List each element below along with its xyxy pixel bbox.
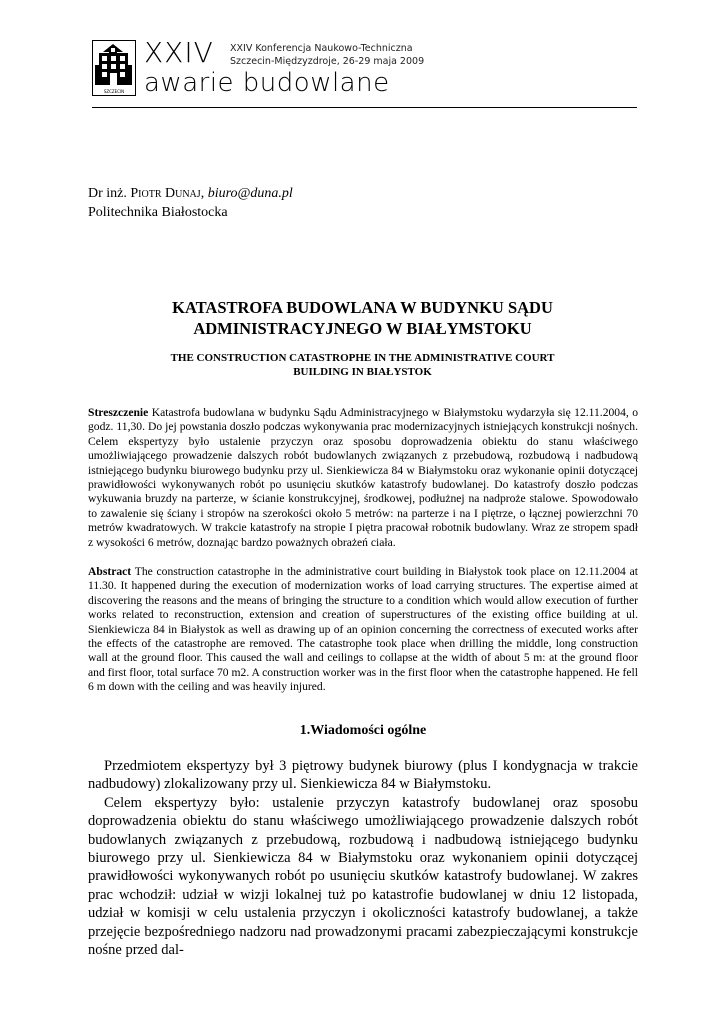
- conference-header: [92, 36, 637, 108]
- section-body: [88, 757, 638, 959]
- author-name: Piotr Dunaj: [130, 186, 201, 201]
- conference-place-date: Szczecin-Międzyzdroje, 26-29 maja 2009: [230, 56, 425, 67]
- conference-info: [230, 42, 424, 68]
- paper-title-english-line2: BUILDING IN BIAŁYSTOK: [293, 365, 432, 378]
- paper-title-english: [90, 352, 635, 379]
- paper-title-polish: [90, 297, 635, 339]
- summary-polish-text: Katastrofa budowlana w budynku Sądu Administracyjnego w Białymstoku wydarzyła się 12.11.2004, o godz. 11,30. Do jej powstania doszło podczas wykonywania prac modernizacyjnych istniejących konstrukcji nośnych. Celem ekspertyzy było ustalenie przyczyn oraz sposobu doprowadzenia obiektu do stanu właściwego umożliwiającego prowadzenie dalszych robót budowlanych związanych z przebudową, rozbudową i nadbudową istniejącego budynku biurowego budynku przy ul. Sienkiewicza 84 w Białymstoku oraz wykonanie opinii dotyczącej prawidłowości wykonywanych robót po usunięciu skutków katastrofy budowlanej. Do katastrofy doszło podczas wykuwania bruzdy na parterze, w ścianie konstrukcyjnej, środkowej, podłużnej na nadproże stalowe. Spowodowało to zawalenie się ściany i stropów na szerokości około 5 metrów: na parterze i na I piętrze, o łącznej powierzchni 70 metrów kwadratowych. W trakcie katastrofy na stropie I piętra pracował robotnik budowlany. Wraz ze stropem spadł z wysokości 6 metrów, doznając bardzo poważnych obrażeń ciała.: [88, 406, 638, 549]
- paper-title-english-line1: THE CONSTRUCTION CATASTROPHE IN THE ADMINISTRATIVE COURT: [170, 352, 555, 364]
- logo-caption: SZCZECIN: [103, 89, 125, 94]
- author-separator: ,: [200, 186, 208, 201]
- conference-name: XXIV Konferencja Naukowo-Techniczna: [230, 43, 413, 54]
- section-heading: 1.Wiadomości ogólne: [299, 723, 427, 738]
- author-degree: Dr inż.: [88, 186, 131, 201]
- conference-series-title: awarie budowlane: [144, 68, 390, 98]
- summary-english-text: The construction catastrophe in the administrative court building in Białystok took place on 12.11.2004 at 11.30. It happened during the execution of modernization works of load carrying structures. The expertise aimed at discovering the reasons and the means of bringing the structure to a condition which would allow execution of further works related to reconstruction, extension and creation of superstructures of the existing office building at ul. Sienkiewicza 84 in Białystok as well as drawing up of an opinion concerning the correctness of executed works after the effects of the catastrophe are removed. The catastrophe took place when drilling the middle, long construction wall at the ground floor. This caused the wall and ceilings to collapse at the width of about 5 m: at the ground floor and first floor, total surface 70 m2. A construction worker was in the first floor when the catastrophe happened. He fell 6 m down with the ceiling and was heavily injured.: [88, 565, 638, 694]
- conference-logo: [92, 40, 136, 96]
- summary-polish-label: Streszczenie: [88, 406, 149, 419]
- summary-polish: [88, 406, 638, 550]
- body-paragraph: Celem ekspertyzy było: ustalenie przyczyn katastrofy budowlanej oraz sposobu doprowadzenia obiektu do stanu właściwego umożliwiającego prowadzenie dalszych robót budowlanych związanych z przebudową, rozbudową i nadbudową istniejącego budynku biurowego przy ul. Sienkiewicza 84 w Białymstoku oraz wykonaniem opinii dotyczącej prawidłowości wykonywanych robót po usunięciu skutków katastrofy budowlanej. W zakres prac wchodził: udział w wizji lokalnej tuż po katastrofie budowlanej w dniu 12 listopada, udział w komisji w celu ustalenia przyczyn i okoliczności katastrofy budowlanej, a także przejęcie bezpośredniego nadzoru nad prowadzonymi pracami zabezpieczającymi konstrukcje nośne przed dal-: [88, 794, 638, 959]
- author-affiliation: Politechnika Białostocka: [88, 205, 228, 220]
- body-paragraph: Przedmiotem ekspertyzy był 3 piętrowy budynek biurowy (plus I kondygnacja w trakcie nadbudowy) zlokalizowany przy ul. Sienkiewicza 84 w Białymstoku.: [88, 758, 638, 793]
- conference-number: XXIV: [144, 36, 214, 69]
- building-logo-icon: [93, 41, 134, 87]
- author-email[interactable]: biuro@duna.pl: [207, 186, 293, 201]
- paper-title-polish-line1: KATASTROFA BUDOWLANA W BUDYNKU SĄDU: [172, 298, 553, 317]
- summary-english: [88, 565, 638, 695]
- paper-title-polish-line2: ADMINISTRACYJNEGO W BIAŁYMSTOKU: [193, 319, 532, 338]
- author-line: [88, 185, 293, 202]
- header-divider: [92, 107, 637, 108]
- summary-english-label: Abstract: [88, 565, 132, 578]
